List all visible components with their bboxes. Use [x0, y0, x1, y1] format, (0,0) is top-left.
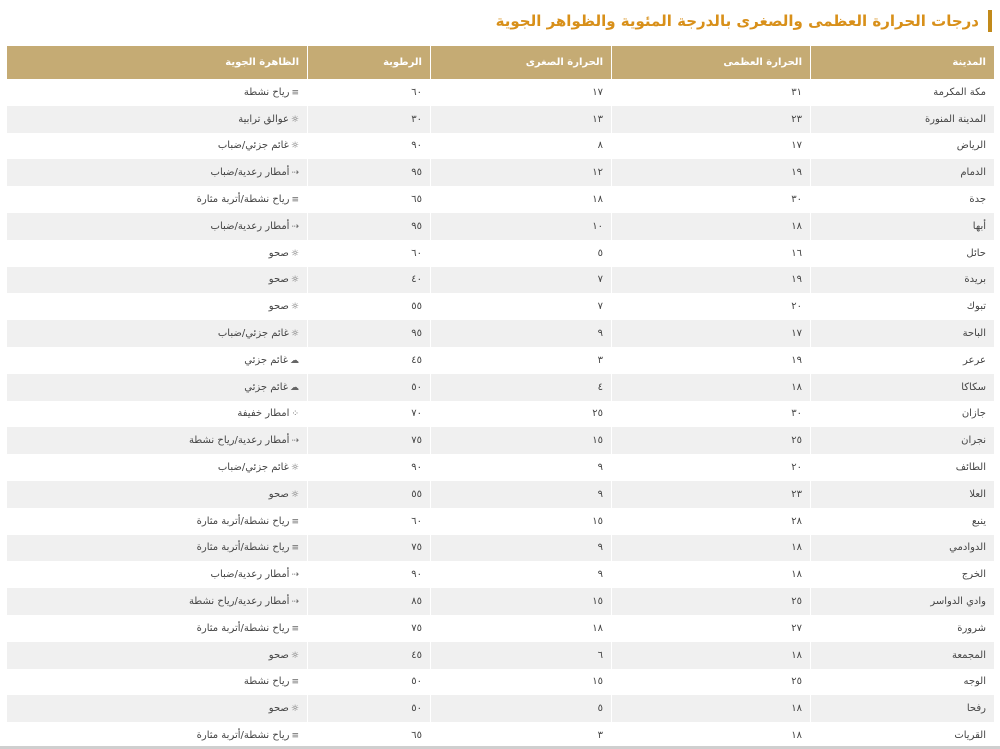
table-header-row: [7, 46, 995, 79]
min-temp-cell: ١٥: [431, 588, 612, 615]
phenomenon-cell: [7, 374, 308, 401]
phenomenon-text: غائم جزئي/ضباب: [217, 462, 289, 474]
city-cell: الخرج: [811, 561, 995, 588]
phenomenon-text: صحو: [268, 488, 289, 500]
phenomenon-cell: [7, 535, 308, 562]
phenomenon-text: رياح نشطة/أتربة مثارة: [196, 622, 290, 634]
table-row: [7, 401, 995, 428]
min-temp-cell: ٤: [431, 374, 612, 401]
max-temp-cell: ١٩: [612, 267, 811, 294]
city-cell: العلا: [811, 481, 995, 508]
min-temp-cell: ٥: [431, 695, 612, 722]
max-temp-cell: ١٨: [612, 722, 811, 749]
phenomenon-cell: [7, 347, 308, 374]
phenomenon-text: صحو: [268, 649, 289, 661]
humidity-cell: ٤٥: [308, 642, 431, 669]
min-temp-cell: ٢٥: [431, 401, 612, 428]
table-row: [7, 427, 995, 454]
city-cell: المجمعة: [811, 642, 995, 669]
table-row: [7, 267, 995, 294]
phenomenon-text: رياح نشطة: [243, 86, 290, 98]
humidity-cell: ٧٠: [308, 401, 431, 428]
min-temp-cell: ٩: [431, 481, 612, 508]
max-temp-cell: ١٦: [612, 240, 811, 267]
weather-icon: ≡: [291, 87, 299, 98]
min-temp-cell: ٩: [431, 320, 612, 347]
table-row: [7, 669, 995, 696]
humidity-cell: ٦٥: [308, 722, 431, 749]
phenomenon-cell: [7, 669, 308, 696]
weather-icon: ☁: [290, 382, 299, 393]
humidity-cell: ٤٠: [308, 267, 431, 294]
max-temp-cell: ٢٠: [612, 454, 811, 481]
phenomenon-cell: [7, 481, 308, 508]
max-temp-cell: ١٩: [612, 347, 811, 374]
table-row: [7, 186, 995, 213]
humidity-cell: ٩٠: [308, 454, 431, 481]
table-row: [7, 722, 995, 749]
city-cell: مكة المكرمة: [811, 79, 995, 106]
min-temp-cell: ٩: [431, 561, 612, 588]
phenomenon-text: صحو: [268, 703, 289, 715]
phenomenon-cell: [7, 588, 308, 615]
weather-icon: ⁘: [291, 409, 299, 420]
max-temp-cell: ٢٨: [612, 508, 811, 535]
humidity-cell: ٦٥: [308, 186, 431, 213]
humidity-cell: ٣٠: [308, 106, 431, 133]
max-temp-cell: ٢٥: [612, 669, 811, 696]
city-cell: جدة: [811, 186, 995, 213]
phenomenon-cell: [7, 186, 308, 213]
table-row: [7, 320, 995, 347]
weather-icon: ☼: [290, 302, 299, 313]
header-humidity[interactable]: الرطوبة: [308, 46, 431, 79]
humidity-cell: ٩٠: [308, 561, 431, 588]
phenomenon-text: أمطار رعدية/ضباب: [210, 569, 290, 581]
phenomenon-cell: [7, 267, 308, 294]
city-cell: نجران: [811, 427, 995, 454]
table-row: [7, 508, 995, 535]
header-max-temp[interactable]: الحرارة العظمى: [612, 46, 811, 79]
phenomenon-text: عوالق ترابية: [238, 113, 289, 125]
weather-icon: ☼: [290, 489, 299, 500]
max-temp-cell: ٢٣: [612, 106, 811, 133]
phenomenon-cell: [7, 159, 308, 186]
city-cell: تبوك: [811, 293, 995, 320]
city-cell: رفحا: [811, 695, 995, 722]
weather-icon: ☼: [290, 275, 299, 286]
humidity-cell: ٩٠: [308, 133, 431, 160]
phenomenon-cell: [7, 320, 308, 347]
phenomenon-cell: [7, 615, 308, 642]
weather-icon: ⇢: [291, 436, 299, 447]
humidity-cell: ٩٥: [308, 320, 431, 347]
weather-icon: ⇢: [291, 168, 299, 179]
weather-icon: ≡: [291, 516, 299, 527]
phenomenon-cell: [7, 106, 308, 133]
phenomenon-cell: [7, 695, 308, 722]
humidity-cell: ٦٠: [308, 508, 431, 535]
phenomenon-text: امطار خفيفة: [237, 408, 290, 420]
table-row: [7, 293, 995, 320]
phenomenon-text: رياح نشطة/أتربة مثارة: [196, 515, 290, 527]
phenomenon-text: غائم جزئي: [244, 381, 288, 393]
table-row: [7, 588, 995, 615]
table-row: [7, 615, 995, 642]
humidity-cell: ٦٠: [308, 240, 431, 267]
humidity-cell: ٩٥: [308, 159, 431, 186]
city-cell: سكاكا: [811, 374, 995, 401]
city-cell: جازان: [811, 401, 995, 428]
phenomenon-text: غائم جزئي: [244, 354, 288, 366]
weather-icon: ☼: [290, 704, 299, 715]
weather-icon: ⇢: [291, 597, 299, 608]
city-cell: الدمام: [811, 159, 995, 186]
phenomenon-text: أمطار رعدية/رياح نشطة: [188, 435, 290, 447]
phenomenon-text: غائم جزئي/ضباب: [217, 328, 289, 340]
max-temp-cell: ١٨: [612, 561, 811, 588]
phenomenon-cell: [7, 240, 308, 267]
max-temp-cell: ٢٥: [612, 427, 811, 454]
min-temp-cell: ٣: [431, 722, 612, 749]
weather-icon: ≡: [291, 623, 299, 634]
phenomenon-cell: [7, 133, 308, 160]
humidity-cell: ٥٥: [308, 293, 431, 320]
weather-icon: ⇢: [291, 570, 299, 581]
city-cell: أبها: [811, 213, 995, 240]
city-cell: وادي الدواسر: [811, 588, 995, 615]
phenomenon-cell: [7, 427, 308, 454]
phenomenon-cell: [7, 508, 308, 535]
city-cell: عرعر: [811, 347, 995, 374]
max-temp-cell: ١٨: [612, 535, 811, 562]
weather-icon: ☁: [290, 355, 299, 366]
table-row: [7, 159, 995, 186]
humidity-cell: ٤٥: [308, 347, 431, 374]
city-cell: الطائف: [811, 454, 995, 481]
weather-icon: ⇢: [291, 221, 299, 232]
min-temp-cell: ٩: [431, 454, 612, 481]
humidity-cell: ٥٠: [308, 695, 431, 722]
max-temp-cell: ١٧: [612, 133, 811, 160]
phenomenon-text: أمطار رعدية/ضباب: [210, 167, 290, 179]
min-temp-cell: ١٣: [431, 106, 612, 133]
humidity-cell: ٧٥: [308, 427, 431, 454]
city-cell: الدوادمي: [811, 535, 995, 562]
phenomenon-text: رياح نشطة/أتربة مثارة: [196, 542, 290, 554]
table-row: [7, 374, 995, 401]
weather-icon: ≡: [291, 195, 299, 206]
humidity-cell: ٧٥: [308, 615, 431, 642]
min-temp-cell: ١٥: [431, 508, 612, 535]
min-temp-cell: ١٨: [431, 615, 612, 642]
humidity-cell: ٥٠: [308, 374, 431, 401]
phenomenon-text: صحو: [268, 301, 289, 313]
max-temp-cell: ٣٠: [612, 401, 811, 428]
phenomenon-cell: [7, 213, 308, 240]
min-temp-cell: ١٨: [431, 186, 612, 213]
table-row: [7, 240, 995, 267]
phenomenon-cell: [7, 401, 308, 428]
table-row: [7, 535, 995, 562]
page-title: درجات الحرارة العظمى والصغرى بالدرجة المئوية والظواهر الجوية: [495, 12, 979, 30]
weather-icon: ≡: [291, 731, 299, 742]
min-temp-cell: ١٠: [431, 213, 612, 240]
phenomenon-text: رياح نشطة/أتربة مثارة: [196, 730, 290, 742]
min-temp-cell: ١٥: [431, 427, 612, 454]
city-cell: حائل: [811, 240, 995, 267]
max-temp-cell: ٢٧: [612, 615, 811, 642]
phenomenon-cell: [7, 79, 308, 106]
phenomenon-cell: [7, 722, 308, 749]
phenomenon-cell: [7, 454, 308, 481]
max-temp-cell: ١٩: [612, 159, 811, 186]
min-temp-cell: ١٧: [431, 79, 612, 106]
max-temp-cell: ٣٠: [612, 186, 811, 213]
table-row: [7, 79, 995, 106]
min-temp-cell: ٩: [431, 535, 612, 562]
weather-icon: ☼: [290, 114, 299, 125]
min-temp-cell: ٦: [431, 642, 612, 669]
max-temp-cell: ١٨: [612, 642, 811, 669]
min-temp-cell: ٨: [431, 133, 612, 160]
city-cell: الرياض: [811, 133, 995, 160]
table-row: [7, 642, 995, 669]
humidity-cell: ٥٠: [308, 669, 431, 696]
table-row: [7, 561, 995, 588]
weather-icon: ☼: [290, 141, 299, 152]
title-accent-bar: [988, 10, 992, 32]
phenomenon-cell: [7, 293, 308, 320]
weather-icon: ☼: [290, 463, 299, 474]
humidity-cell: ٨٥: [308, 588, 431, 615]
header-min-temp[interactable]: الحرارة الصغرى: [431, 46, 612, 79]
weather-table: [6, 46, 995, 749]
humidity-cell: ٥٥: [308, 481, 431, 508]
humidity-cell: ٦٠: [308, 79, 431, 106]
phenomenon-cell: [7, 642, 308, 669]
city-cell: الوجه: [811, 669, 995, 696]
max-temp-cell: ١٨: [612, 695, 811, 722]
min-temp-cell: ٣: [431, 347, 612, 374]
phenomenon-text: أمطار رعدية/ضباب: [210, 220, 290, 232]
min-temp-cell: ٥: [431, 240, 612, 267]
humidity-cell: ٧٥: [308, 535, 431, 562]
city-cell: بريدة: [811, 267, 995, 294]
phenomenon-text: رياح نشطة: [243, 676, 290, 688]
min-temp-cell: ١٥: [431, 669, 612, 696]
table-row: [7, 454, 995, 481]
city-cell: ينبع: [811, 508, 995, 535]
phenomenon-text: صحو: [268, 274, 289, 286]
city-cell: الباحة: [811, 320, 995, 347]
weather-icon: ☼: [290, 650, 299, 661]
max-temp-cell: ٢٠: [612, 293, 811, 320]
city-cell: المدينة المنورة: [811, 106, 995, 133]
phenomenon-text: غائم جزئي/ضباب: [217, 140, 289, 152]
weather-icon: ≡: [291, 543, 299, 554]
table-row: [7, 133, 995, 160]
max-temp-cell: ١٨: [612, 213, 811, 240]
header-phenomenon[interactable]: الظاهرة الجوية: [7, 46, 308, 79]
max-temp-cell: ٣١: [612, 79, 811, 106]
max-temp-cell: ٢٣: [612, 481, 811, 508]
humidity-cell: ٩٥: [308, 213, 431, 240]
phenomenon-text: صحو: [268, 247, 289, 259]
weather-icon: ☼: [290, 248, 299, 259]
table-row: [7, 106, 995, 133]
table-row: [7, 695, 995, 722]
header-city[interactable]: المدينة: [811, 46, 995, 79]
min-temp-cell: ٧: [431, 267, 612, 294]
max-temp-cell: ١٧: [612, 320, 811, 347]
max-temp-cell: ١٨: [612, 374, 811, 401]
weather-icon: ≡: [291, 677, 299, 688]
min-temp-cell: ١٢: [431, 159, 612, 186]
phenomenon-text: أمطار رعدية/رياح نشطة: [188, 596, 290, 608]
max-temp-cell: ٢٥: [612, 588, 811, 615]
weather-icon: ☼: [290, 329, 299, 340]
phenomenon-text: رياح نشطة/أتربة مثارة: [196, 194, 290, 206]
page-title-bar: [496, 9, 992, 33]
table-row: [7, 347, 995, 374]
phenomenon-cell: [7, 561, 308, 588]
table-row: [7, 213, 995, 240]
city-cell: شرورة: [811, 615, 995, 642]
table-row: [7, 481, 995, 508]
min-temp-cell: ٧: [431, 293, 612, 320]
city-cell: القريات: [811, 722, 995, 749]
